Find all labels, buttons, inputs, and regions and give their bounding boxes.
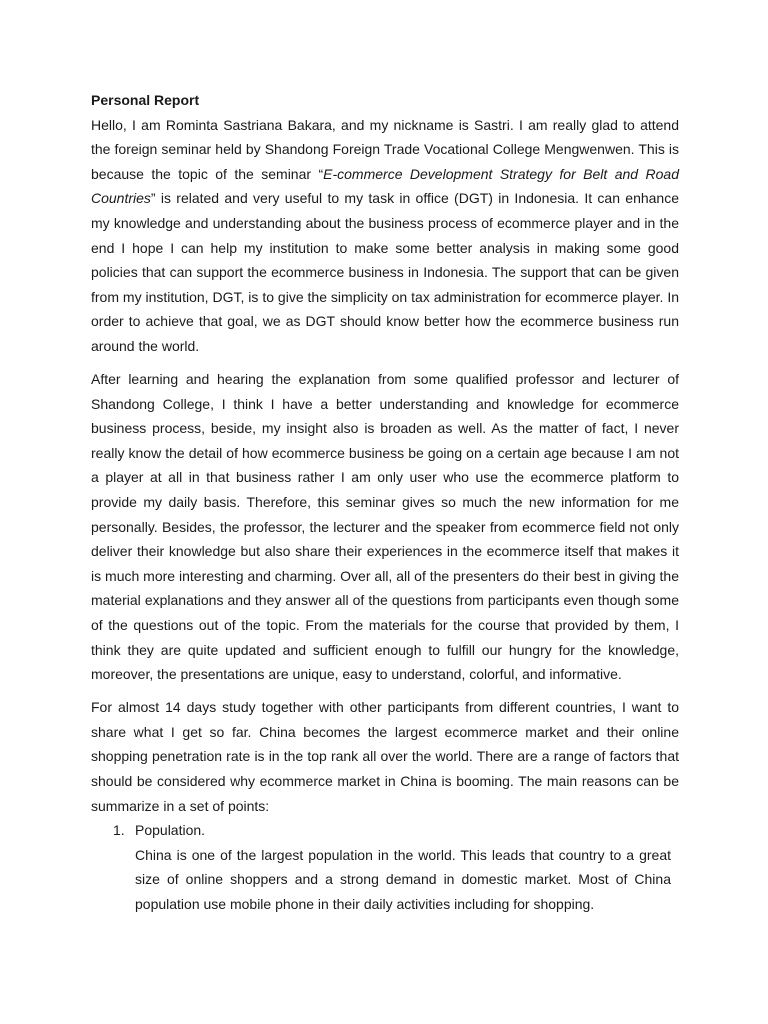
paragraph-intro-text-start: Hello, I am Rominta Sastriana Bakara, and my nickname is Sastri. I am really glad to attend the foreign seminar held by Shandong Foreign Trade Vocational College Mengwenwen. This is because the topic of the seminar “: [91, 116, 679, 182]
document-title: Personal Report: [91, 92, 200, 108]
list-item-number: 1.: [113, 822, 125, 839]
reasons-list: [91, 818, 679, 916]
seminar-topic-quote: E-commerce Development Strategy for Belt and Road Countries: [91, 165, 679, 207]
paragraph-seminar-experience: After learning and hearing the explanation from some qualified professor and lecturer of Shandong College, I think I have a better understanding and knowledge for ecommerce business process, beside, my insight also is broaden as well. As the matter of fact, I never really know the detail of how ecommerce business be going on a certain age because I am not a player at all in that business rather I am only user who use the ecommerce platform to provide my daily basis. Therefore, this seminar gives so much the new information for me personally. Besides, the professor, the lecturer and the speaker from ecommerce field not only deliver their knowledge but also share their experiences in the ecommerce itself that makes it is much more interesting and charming. Over all, all of the presenters do their best in giving the material explanations and they answer all of the questions from participants even though some of the questions out of the topic. From the materials for the course that provided by them, I think they are quite updated and sufficient enough to fulfill our hungry for the knowledge, moreover, the presentations are unique, easy to understand, colorful, and informative.: [91, 371, 679, 683]
paragraph-intro: [91, 113, 679, 359]
list-item-heading: Population.: [135, 822, 206, 839]
list-item: [113, 818, 679, 916]
list-item-description: China is one of the largest population in the world. This leads that country to a great size of online shoppers and a strong demand in domestic market. Most of China population use mobile phone in their daily activities including for shopping.: [135, 846, 671, 912]
paragraph-intro-text-end: ” is related and very useful to my task in office (DGT) in Indonesia. It can enhance my knowledge and understanding about the business process of ecommerce player and in the end I hope I can help my institution to make some better analysis in making some good policies that can support the ecommerce business in Indonesia. The support that can be given from my institution, DGT, is to give the simplicity on tax administration for ecommerce player. In order to achieve that goal, we as DGT should know better how the ecommerce business run around the world.: [91, 190, 679, 354]
document-page: [91, 88, 679, 917]
paragraph-china-market: For almost 14 days study together with other participants from different countries, I want to share what I get so far. China becomes the largest ecommerce market and their online shopping penetration rate is in the top rank all over the world. There are a range of factors that should be considered why ecommerce market in China is booming. The main reasons can be summarize in a set of points:: [91, 699, 679, 814]
